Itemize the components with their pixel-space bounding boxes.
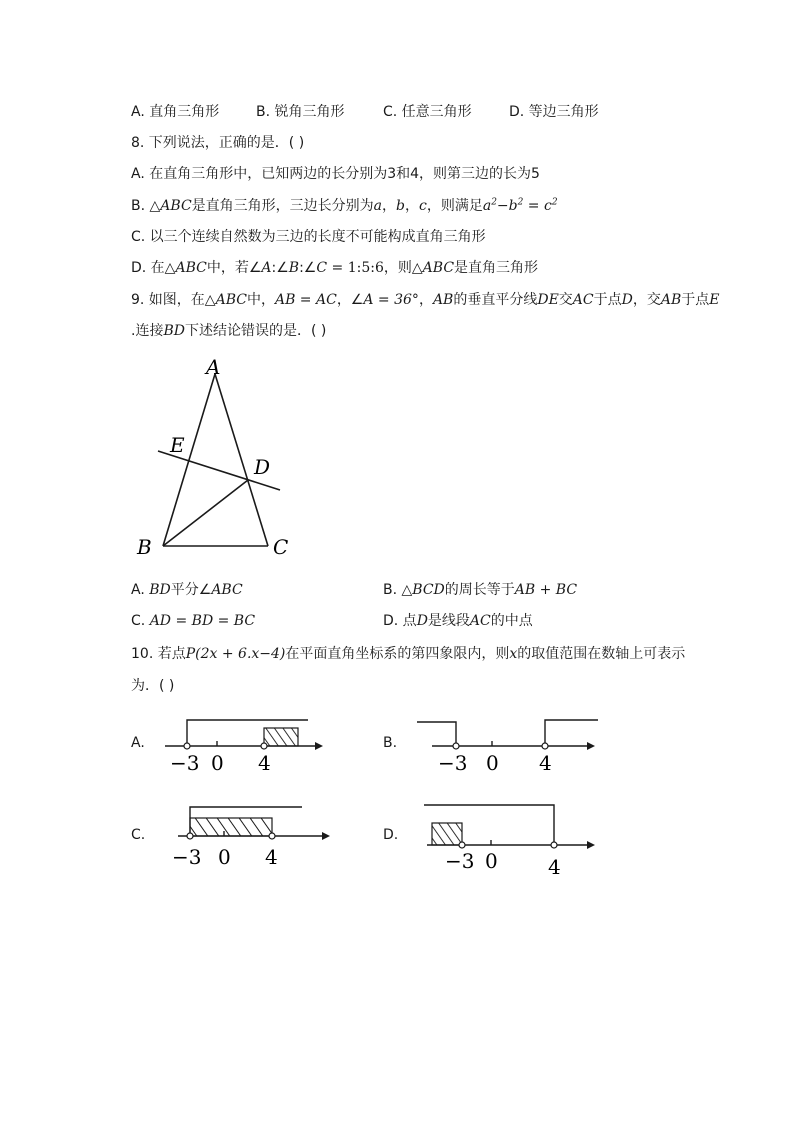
q10-number-line-d[interactable] <box>412 798 602 878</box>
svg-text:4: 4 <box>539 751 552 774</box>
q10-number-line-b[interactable] <box>412 712 602 774</box>
q7-option-b-text: B. 锐角三角形 <box>256 104 345 120</box>
q7-option-a[interactable] <box>131 102 219 122</box>
side-ab <box>163 374 215 546</box>
svg-text:−3: −3 <box>445 849 475 873</box>
svg-text:4: 4 <box>258 751 271 774</box>
q9-option-a[interactable]: A. BD平分∠ABC <box>131 582 243 598</box>
svg-text:4: 4 <box>548 855 561 878</box>
q7-option-a-text: A. 直角三角形 <box>131 104 220 120</box>
svg-text:−3: −3 <box>170 751 200 774</box>
q10-option-d-letter[interactable]: D. <box>383 827 399 843</box>
svg-text:0: 0 <box>218 845 231 869</box>
q8-option-d[interactable]: D. 在△ABC中，若∠A:∠B:∠C = 1:5:6，则△ABC是直角三角形 <box>131 260 539 276</box>
segment-bd <box>163 480 248 546</box>
q9-option-b[interactable]: B. △BCD的周长等于AB + BC <box>383 582 578 598</box>
svg-text:0: 0 <box>211 751 224 774</box>
label-e: E <box>170 433 185 457</box>
label-c: C <box>273 535 289 559</box>
q8-stem: 8. 下列说法，正确的是．( ) <box>131 135 305 151</box>
q7-option-c-text: C. 任意三角形 <box>383 104 472 120</box>
q10-option-a-letter[interactable]: A. <box>131 735 145 751</box>
q10-option-b-letter[interactable]: B. <box>383 735 398 751</box>
q7-option-b[interactable] <box>256 102 345 122</box>
q7-option-c[interactable] <box>383 102 472 122</box>
q9-stem: 9. 如图，在△ABC中，AB = AC，∠A = 36°，AB的垂直平分线DE交AC于点D，交AB于点E <box>131 292 720 308</box>
svg-text:4: 4 <box>265 845 278 869</box>
q10-stem-line2: 为．( ) <box>131 678 175 694</box>
label-d: D <box>254 455 271 479</box>
q10-number-line-c[interactable] <box>160 800 336 870</box>
svg-text:0: 0 <box>486 751 499 774</box>
q9-stem-line2: .连接BD下述结论错误的是．( ) <box>131 323 327 339</box>
q7-option-d[interactable] <box>509 102 599 122</box>
svg-text:−3: −3 <box>438 751 468 774</box>
q7-option-d-text: D. 等边三角形 <box>509 104 599 120</box>
label-a: A <box>206 355 221 379</box>
q10-number-line-a[interactable] <box>160 712 330 774</box>
q10-option-c-letter[interactable]: C. <box>131 827 146 843</box>
q9-option-d[interactable]: D. 点D是线段AC的中点 <box>383 613 533 629</box>
q8-option-b[interactable]: B. △ABC是直角三角形，三边长分别为a，b，c，则满足$a^2-b^2 = c^2$ <box>131 197 558 214</box>
svg-text:−3: −3 <box>172 845 202 869</box>
label-b: B <box>137 535 152 559</box>
q9-triangle-figure <box>130 352 300 562</box>
q8-option-a[interactable]: A. 在直角三角形中，已知两边的长分别为3和4，则第三边的长为5 <box>131 166 540 182</box>
q9-option-c[interactable]: C. AD = BD = BC <box>131 613 256 629</box>
q8-option-c[interactable]: C. 以三个连续自然数为三边的长度不可能构成直角三角形 <box>131 229 486 245</box>
q10-stem: 10. 若点P(2x + 6.x−4)在平面直角坐标系的第四象限内，则x的取值范围在数轴上可表示 <box>131 646 686 662</box>
svg-text:0: 0 <box>485 849 498 873</box>
